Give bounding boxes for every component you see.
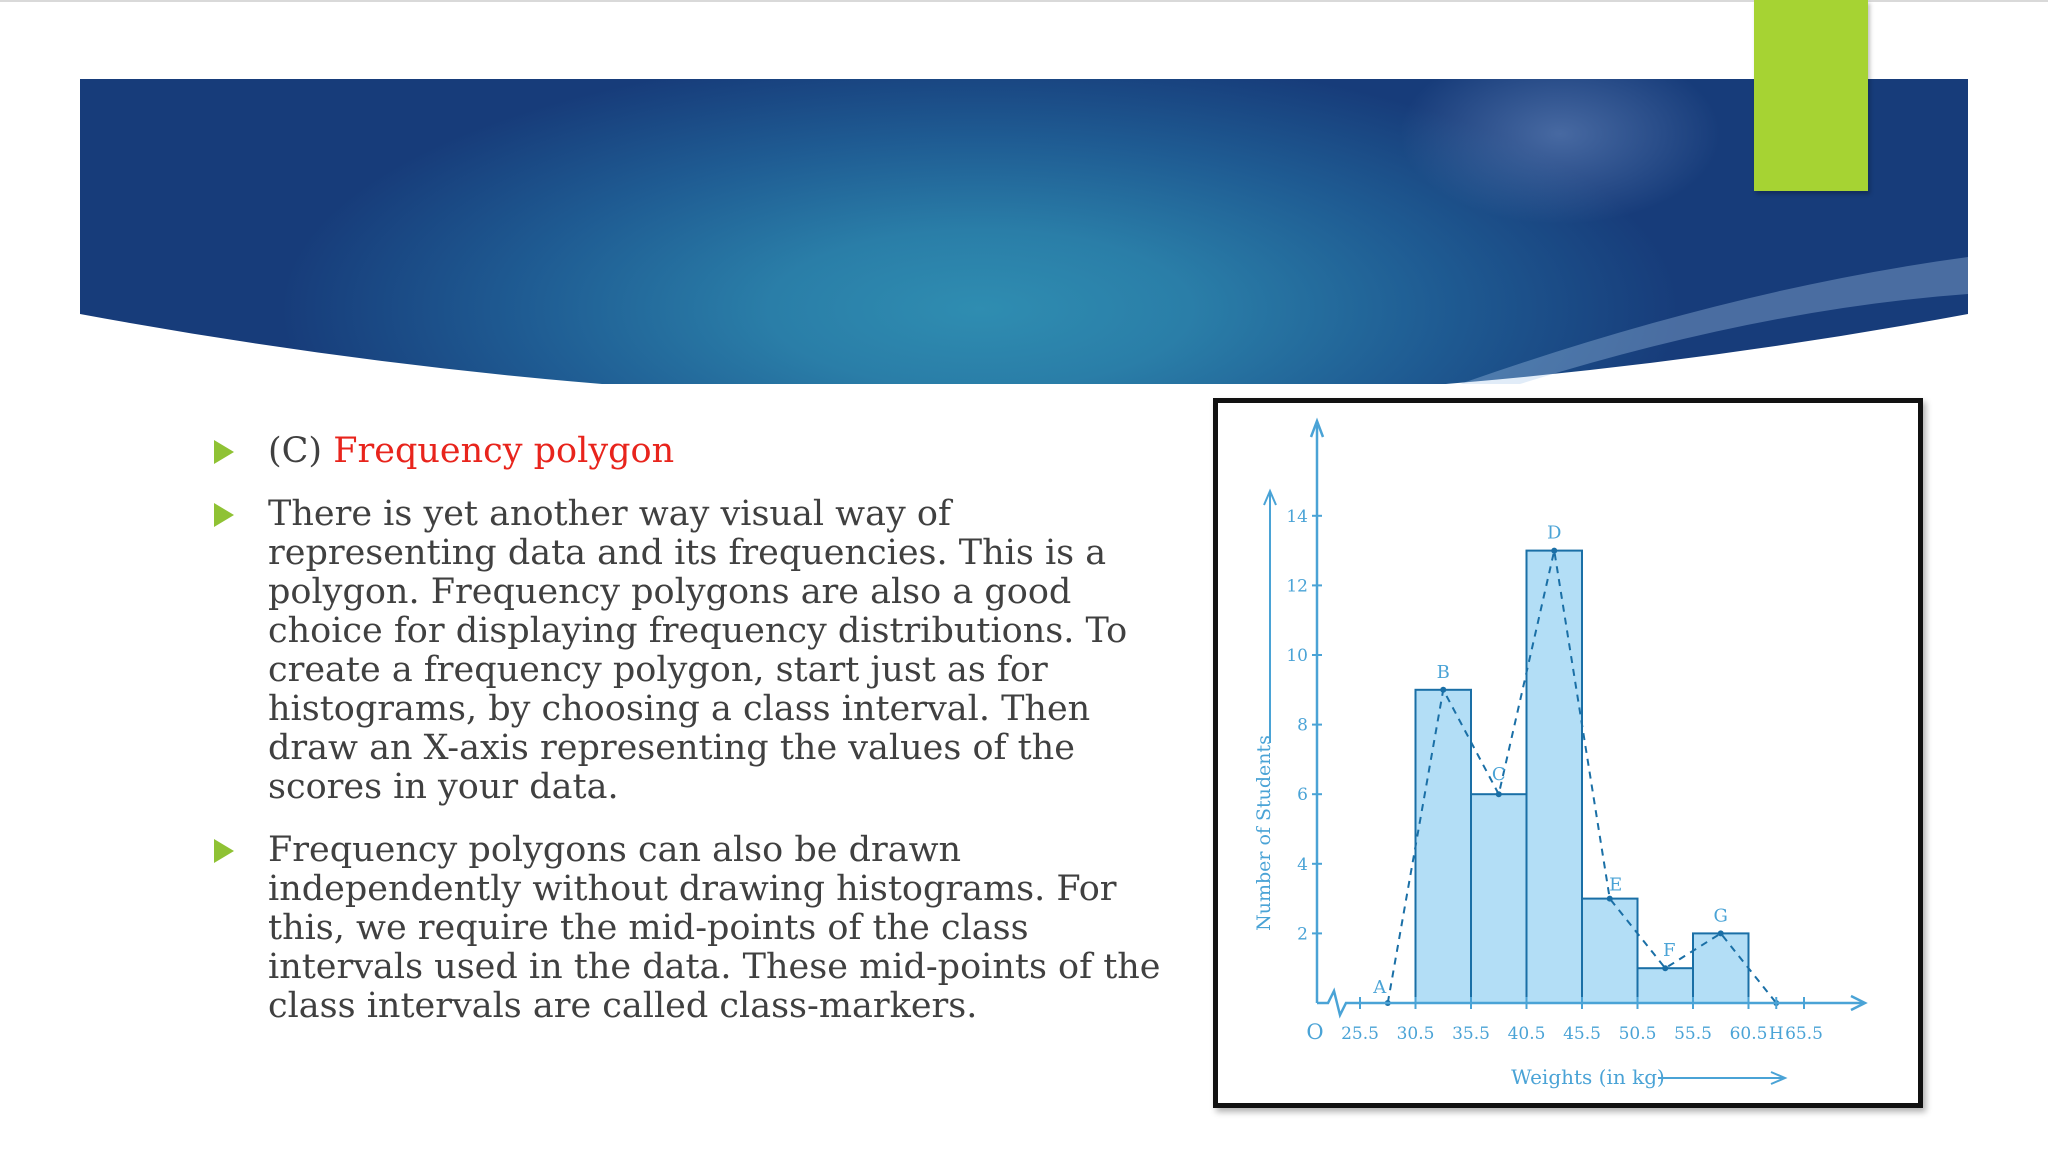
- polygon-vertex: [1440, 687, 1446, 693]
- histogram-bar: [1527, 551, 1583, 1003]
- x-tick-label: 60.5: [1729, 1024, 1768, 1044]
- polygon-point-label: C: [1491, 764, 1506, 786]
- y-tick-label: 4: [1297, 854, 1308, 875]
- bullet-prefix: (C): [268, 431, 334, 471]
- polygon-point-label: B: [1436, 661, 1450, 683]
- x-tick-label: 65.5: [1785, 1024, 1823, 1044]
- polygon-vertex: [1551, 548, 1557, 554]
- bullet-paragraph-2: [210, 831, 1170, 1026]
- y-tick-label: 14: [1286, 506, 1308, 527]
- frequency-polygon-chart: [1218, 403, 1918, 1103]
- polygon-point-label: G: [1713, 905, 1728, 927]
- histogram-bar: [1582, 899, 1638, 1003]
- x-tick-label: 50.5: [1618, 1024, 1657, 1044]
- x-axis-label: Weights (in kg): [1511, 1065, 1665, 1089]
- x-tick-label: 45.5: [1563, 1024, 1601, 1044]
- bullet-paragraph-1: [210, 495, 1170, 807]
- accent-tab: [1754, 0, 1868, 191]
- bullet-arrow-icon: [214, 440, 234, 464]
- x-tick-label: 40.5: [1507, 1024, 1546, 1044]
- bullet-arrow-icon: [214, 839, 234, 863]
- bullet-text: Frequency polygons can also be drawn independently without drawing histograms. For this, we require the mid-points of the class intervals used in the data. These mid-points of the class intervals are called class-markers.: [268, 830, 1161, 1026]
- bullet-arrow-icon: [214, 503, 234, 527]
- x-tick-label: 25.5: [1341, 1024, 1379, 1044]
- title-banner: [80, 79, 1968, 384]
- histogram-figure: [1213, 398, 1923, 1108]
- x-tick-label: 55.5: [1674, 1024, 1712, 1044]
- origin-label: O: [1306, 1020, 1324, 1044]
- y-tick-label: 6: [1297, 785, 1308, 806]
- x-tick-label: 35.5: [1452, 1024, 1490, 1044]
- y-tick-label: 12: [1286, 576, 1308, 597]
- x-tick-label: H: [1768, 1024, 1784, 1044]
- histogram-bar: [1471, 794, 1527, 1003]
- polygon-vertex: [1662, 965, 1668, 971]
- bullet-text: There is yet another way visual way of representing data and its frequencies. This is a polygon. Frequency polygons are also a good choice for displaying frequency distributions. To create a frequency polygon, start just as for histograms, by choosing a class interval. Then draw an X-axis representing the values of the scores in your data.: [268, 494, 1128, 807]
- polygon-vertex: [1496, 791, 1502, 797]
- polygon-vertex: [1607, 896, 1613, 902]
- histogram-bar: [1638, 968, 1694, 1003]
- top-divider: [0, 0, 2048, 2]
- bullet-heading: [210, 432, 1170, 471]
- polygon-point-label: A: [1373, 977, 1387, 998]
- polygon-point-label: F: [1663, 940, 1676, 962]
- y-tick-label: 2: [1297, 924, 1308, 945]
- y-tick-label: 8: [1297, 715, 1308, 736]
- histogram-bar: [1693, 933, 1749, 1003]
- y-tick-label: 10: [1286, 646, 1308, 666]
- histogram-bar: [1416, 690, 1472, 1003]
- y-axis-label: Number of Students: [1253, 735, 1275, 931]
- polygon-point-label: E: [1609, 874, 1623, 896]
- polygon-vertex: [1718, 930, 1724, 936]
- x-tick-label: 30.5: [1396, 1024, 1435, 1044]
- section-heading: Frequency polygon: [333, 431, 675, 471]
- bullet-list: [210, 432, 1170, 1050]
- polygon-point-label: D: [1547, 522, 1562, 544]
